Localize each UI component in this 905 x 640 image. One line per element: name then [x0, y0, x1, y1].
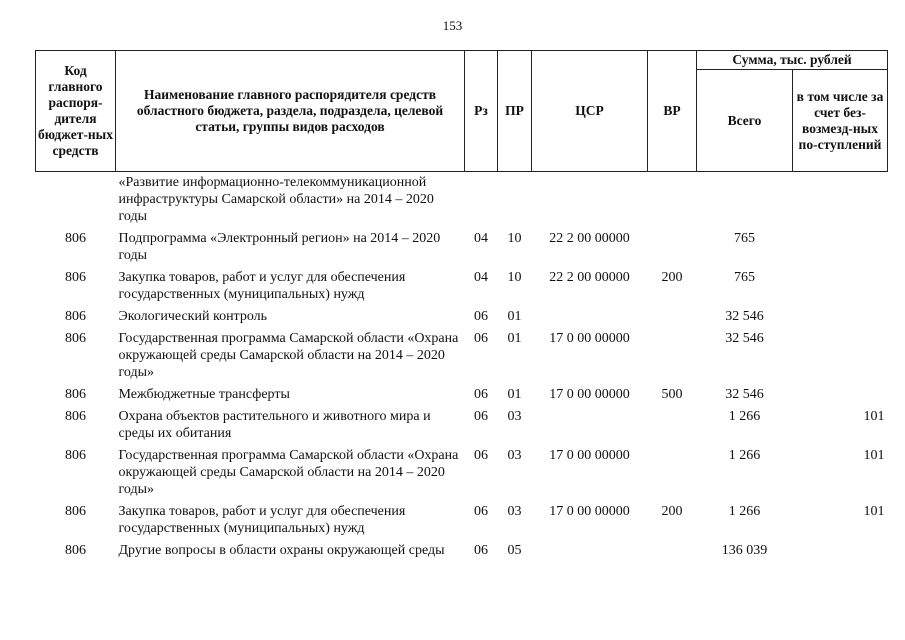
cell-pr: 01	[507, 331, 522, 346]
cell-csr	[532, 407, 648, 446]
cell-code: 806	[65, 387, 86, 402]
cell-code: 806	[65, 231, 86, 246]
cell-vr	[648, 446, 697, 502]
table-row	[36, 329, 888, 385]
cell-total: 32 546	[725, 331, 764, 346]
cell-free	[793, 385, 888, 407]
cell-csr: 22 2 00 00000	[549, 231, 630, 246]
cell-total: 1 266	[728, 504, 761, 519]
cell-csr	[532, 172, 648, 230]
table-header	[36, 51, 888, 172]
cell-code: 806	[65, 504, 86, 519]
cell-total	[697, 172, 793, 230]
header-total: Всего	[697, 70, 793, 172]
cell-code: 806	[65, 331, 86, 346]
cell-vr: 200	[661, 504, 683, 519]
table-body	[36, 172, 888, 564]
cell-rz: 06	[474, 409, 488, 424]
cell-code: 806	[65, 409, 86, 424]
cell-free	[793, 229, 888, 268]
cell-free	[793, 268, 888, 307]
table-row	[36, 172, 888, 230]
cell-free	[793, 172, 888, 230]
cell-free	[793, 307, 888, 329]
cell-pr: 01	[507, 309, 522, 324]
table-row	[36, 268, 888, 307]
cell-free	[793, 541, 888, 563]
cell-total: 1 266	[728, 448, 761, 463]
table-row	[36, 229, 888, 268]
cell-free: 101	[863, 504, 885, 519]
cell-csr: 17 0 00 00000	[549, 331, 630, 346]
cell-pr: 01	[507, 387, 522, 402]
cell-pr: 03	[507, 409, 522, 424]
cell-free: 101	[863, 448, 885, 463]
cell-csr: 17 0 00 00000	[549, 504, 630, 519]
cell-csr: 22 2 00 00000	[549, 270, 630, 285]
table-row	[36, 307, 888, 329]
cell-rz: 06	[474, 543, 488, 558]
table-row	[36, 502, 888, 541]
table-row	[36, 446, 888, 502]
header-name: Наименование главного распорядителя средств областного бюджета, раздела, подраздела, целевой статьи, группы видов расходов	[116, 51, 465, 172]
cell-pr: 05	[507, 543, 522, 558]
cell-csr: 17 0 00 00000	[549, 387, 630, 402]
cell-code: 806	[65, 448, 86, 463]
cell-code	[36, 172, 116, 230]
header-rz: Рз	[465, 51, 498, 172]
cell-rz: 04	[474, 270, 488, 285]
cell-name: Экологический контроль	[118, 309, 268, 324]
cell-csr	[532, 307, 648, 329]
header-free: в том числе за счет без-возмезд-ных по-ступлений	[793, 70, 888, 172]
cell-name: Закупка товаров, работ и услуг для обеспечения государственных (муниципальных) нужд	[118, 504, 406, 536]
page-number: 153	[442, 18, 463, 33]
cell-name: Охрана объектов растительного и животного мира и среды их обитания	[118, 409, 431, 441]
cell-code: 806	[65, 309, 86, 324]
cell-pr: 10	[507, 270, 522, 285]
header-code: Код главного распоря-дителя бюджет-ных средств	[36, 51, 116, 172]
cell-code: 806	[65, 543, 86, 558]
cell-total: 136 039	[721, 543, 768, 558]
table-row	[36, 541, 888, 563]
cell-name: «Развитие информационно-телекоммуникационной инфраструктуры Самарской области» на 2014 – 2020 годы	[118, 175, 434, 224]
cell-vr: 500	[661, 387, 683, 402]
cell-rz: 06	[474, 387, 488, 402]
cell-vr	[648, 307, 697, 329]
cell-name: Государственная программа Самарской области «Охрана окружающей среды Самарской области на 2014 – 2020 годы»	[118, 448, 459, 497]
cell-csr	[532, 541, 648, 563]
cell-csr: 17 0 00 00000	[549, 448, 630, 463]
header-csr: ЦСР	[532, 51, 648, 172]
cell-total: 765	[734, 231, 755, 246]
cell-name: Подпрограмма «Электронный регион» на 2014 – 2020 годы	[118, 231, 441, 263]
cell-total: 32 546	[725, 309, 764, 324]
cell-free	[793, 329, 888, 385]
cell-name: Межбюджетные трансферты	[118, 387, 290, 402]
header-sum: Сумма, тыс. рублей	[697, 51, 888, 70]
cell-name: Закупка товаров, работ и услуг для обеспечения государственных (муниципальных) нужд	[118, 270, 406, 302]
cell-name: Государственная программа Самарской области «Охрана окружающей среды Самарской области на 2014 – 2020 годы»	[118, 331, 459, 380]
cell-rz: 06	[474, 448, 488, 463]
header-pr: ПР	[498, 51, 532, 172]
table-row	[36, 407, 888, 446]
cell-vr	[648, 541, 697, 563]
cell-name: Другие вопросы в области охраны окружающей среды	[118, 543, 445, 558]
cell-total: 765	[734, 270, 755, 285]
cell-vr	[648, 172, 697, 230]
table-row	[36, 385, 888, 407]
cell-vr	[648, 407, 697, 446]
cell-rz: 06	[474, 331, 488, 346]
cell-vr	[648, 229, 697, 268]
cell-rz: 04	[474, 231, 488, 246]
cell-rz: 06	[474, 504, 488, 519]
cell-pr: 03	[507, 448, 522, 463]
cell-total: 1 266	[728, 409, 761, 424]
cell-rz: 06	[474, 309, 488, 324]
budget-table	[35, 50, 888, 563]
cell-pr	[498, 172, 532, 230]
cell-total: 32 546	[725, 387, 764, 402]
cell-vr	[648, 329, 697, 385]
cell-pr: 03	[507, 504, 522, 519]
cell-rz	[465, 172, 498, 230]
cell-code: 806	[65, 270, 86, 285]
cell-pr: 10	[507, 231, 522, 246]
cell-vr: 200	[661, 270, 683, 285]
header-vr: ВР	[648, 51, 697, 172]
cell-free: 101	[863, 409, 885, 424]
